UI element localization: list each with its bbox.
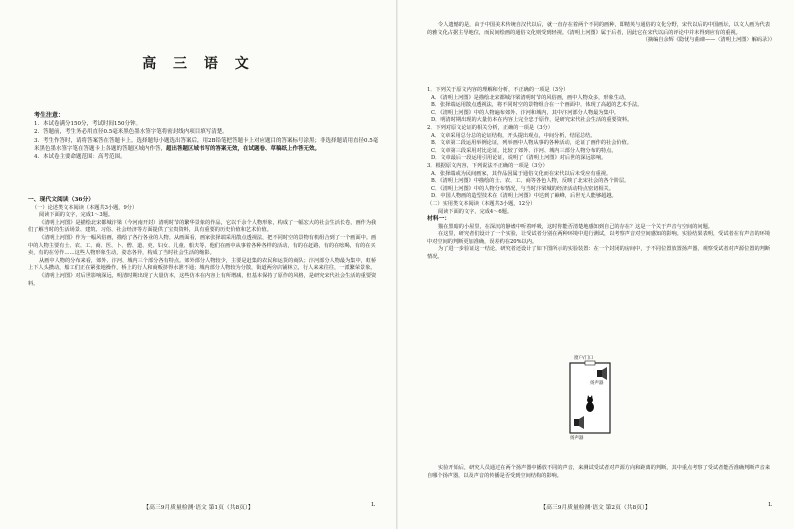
question-option: B．《清明上河图》中描绘的士、农、工、商等各色人物，反映了北宋社会的各个阶层。 [431, 178, 630, 185]
section-heading: 一、现代文阅读（36分） [28, 197, 95, 203]
question-option: B．文章第二段运用举例论证，列举画中人物从事的各种活动，论证了画作的社会价值。 [431, 140, 632, 147]
passage-paragraph: 《清明上河图》对后世影响深远，明清时期出现了大量仿本，这些仿本在内容上有所增减，但基本保持了原作的风格，是研究宋代社会生活的重要资料。 [28, 272, 377, 287]
reading-section [28, 197, 380, 288]
question-stem: 3．根据原文内容，下列说法不正确的一项是（3分） [427, 162, 548, 169]
material-paragraph: 为了进一步验证这一结论，研究者还设计了如下图所示的实验装置：在一个封闭的房间中，于不同位置放置扬声器，观察受试者对声源位置的判断情况。 [427, 246, 771, 261]
question-option: D．明清时期出现的大量仿本在内容上完全忠于原作，是研究宋代社会生活的重要资料。 [431, 117, 633, 124]
closing-paragraph-block [427, 465, 775, 480]
page-footer [397, 502, 794, 511]
exam-notice [34, 112, 379, 161]
page-footer [0, 502, 397, 511]
subsection-heading: （一）论述类文本阅读（本题共3小题，9分） [32, 204, 138, 211]
notice-item [34, 137, 379, 153]
exam-title: 高 三 语 文 [142, 56, 255, 72]
question-option: D．文章最后一段运用引用论证，说明了《清明上河图》对后世的深远影响。 [431, 155, 607, 162]
instruction: 阅读下面的文字，完成1～3题。 [39, 212, 114, 219]
passage-paragraph: 《清明上河图》作为一幅风俗画，描绘了各行各业的人物。从画面看，画家张择端采用散点透视法，把不同时空的景物有机组合到了一个画面中。画中的人物主要有士、农、工、商、医、卜、僧、道、吏、妇女、儿童、船夫等，他们在画中从事着各种各样的活动，有的在赶路，有的在吆喝，有的在买卖，有的在劳作……这些人物形象生动，姿态各异，构成了当时社会生活的缩影。 [28, 234, 377, 257]
footer-number: L [768, 502, 772, 508]
material-paragraph: 在这里，研究者们设计了一个实验，让受试者分别在两种环境中进行测试，以考察声音对空间感知的影响。实验结果表明，受试者在有声音的环境中对空间的判断更加准确，误差约在20%以内。 [427, 231, 771, 245]
question-option: C．《清明上河图》中的人物遍布郊外、汴河和城内，其中汴河部分人物最为集中。 [431, 109, 620, 116]
question-stem: 2．下列对原文论证的相关分析，正确的一项是（3分） [427, 124, 553, 131]
question-option: C．《清明上河图》中的人物分布情况，与当时汴梁城的经济活动特点密切相关。 [431, 185, 614, 192]
right-page [397, 0, 794, 529]
room-diagram [566, 355, 614, 444]
notice-heading: 考生注意： [34, 112, 65, 119]
footer-text: 【高三9月质量检测·语文 第1页（共8页）】 [143, 505, 254, 511]
passage-continued [427, 22, 775, 45]
window-door [585, 361, 595, 365]
passage-paragraph: 令人遗憾的是，由于中国美术传统自汉代以后，就一直存在着两个不同的画种，即精英与通俗的文化分野，宋代以后的中国画坛，以文人画为代表的雅文化占据主导地位，而民间绘画的通俗文化则受到轻视。《清明上河图》属于后者，因此它在宋代以后的评论中并未得到应有的重视。 [427, 22, 771, 36]
question-option: C．文章第三段采用对比论证，比较了郊外、汴河、城内三部分人物分布的特点。 [431, 147, 617, 154]
question-option: B．张择端运用散点透视法，将不同时空的景物组合在一个画面中，体现了高超的艺术手法。 [431, 102, 643, 109]
experiment-figure [566, 355, 614, 444]
material-paragraph: 猫在黑暗的小屋里，在深沉的静谧中听着呼吸，这时你能否清楚地感知到自己的存在？这是一个关于声音与空间的问题。 [438, 223, 713, 230]
question-option: D．中国人物画的造型技术在《清明上河图》中达到了巅峰，后世无人能够超越。 [431, 193, 617, 200]
passage-paragraph: 《清明上河图》是描绘北宋都城汴梁（今河南开封）清明时节的繁华景象的作品，它以千余个人物形象，构成了一幅宏大的社会生活长卷，画作为我们了解当时的生活场景、建筑、习俗、社会经济等方面提供了宝贵资料，具有重要的历史价值和艺术价值。 [28, 219, 377, 234]
question-stem: 1．下列关于原文内容的理解和分析，不正确的一项是（3分） [427, 87, 569, 93]
question-option: A．文章采用总分总的论证结构，开头提出观点，中间分析，结尾总结。 [431, 132, 596, 139]
passage-paragraph: 从画中人物的分布来看，郊外、汴河、城内三个部分各有特点。郊外部分人物较少，主要是赶集的农民和运货的商队；汴河部分人物最为集中，虹桥上下人头攒动，船工们正在紧张地操作，桥上的行人和商贩挤得水泄不通；城内部分人物较为分散，街道两旁店铺林立，行人来来往往，一派繁荣景象。 [28, 257, 377, 272]
material-paragraph: 实验开始后，研究人员通过在两个扬声器中播放不同的声音，来测试受试者对声源方向和距离的判断，其中重点考察了受试者能否准确判断声音来自哪个扬声器，以及声音的传播是否受到空间结构的影响。 [427, 465, 771, 479]
questions-block [427, 87, 775, 262]
figure-label: 窗户/门口 [574, 356, 594, 361]
instruction: 阅读下面的文字，完成4～6题。 [438, 208, 513, 215]
notice-item: 4．本试卷主要命题范围：高考范围。 [34, 154, 126, 161]
notice-item-text: 3．考生作答时，请将答案答在答题卡上。选择题每小题选出答案后，用2B铅笔把答题卡上对应题目的答案标号涂黑；非选择题请用直径0.5毫米黑色墨水签字笔在答题卡上各题的答题区域内作答， [34, 137, 379, 152]
figure-label: 扬声器 [590, 381, 604, 386]
notice-item: 2．答题前，考生务必用直径0.5毫米黑色墨水签字笔将密封线内项目填写清楚。 [34, 129, 228, 136]
question-option: A．《清明上河图》是描绘北宋都城汴梁清明时节的风俗画，画中人物众多，形象生动。 [431, 94, 630, 101]
question-option: A．张择端或为民间画家，其作品因属于通俗文化而在宋代以后未受应有重视。 [431, 170, 612, 177]
material-heading: 材料一： [427, 216, 451, 223]
figure-label: 扬声器 [570, 436, 584, 441]
footer-text: 【高三9月质量检测·语文 第2页（共8页）】 [540, 505, 651, 511]
notice-item-bold: 超出答题区域书写的答案无效，在试题卷、草稿纸上作答无效。 [166, 145, 321, 152]
passage-source: （摘编自余辉《隐忧与曲谏——〈清明上河图〉解码录》） [642, 37, 775, 44]
footer-number: L [371, 502, 375, 508]
subsection-heading: （二）实用类文本阅读（本题共3小题，12分） [427, 200, 536, 207]
notice-item: 1．本试卷满分150分，考试时间150分钟。 [34, 121, 141, 128]
